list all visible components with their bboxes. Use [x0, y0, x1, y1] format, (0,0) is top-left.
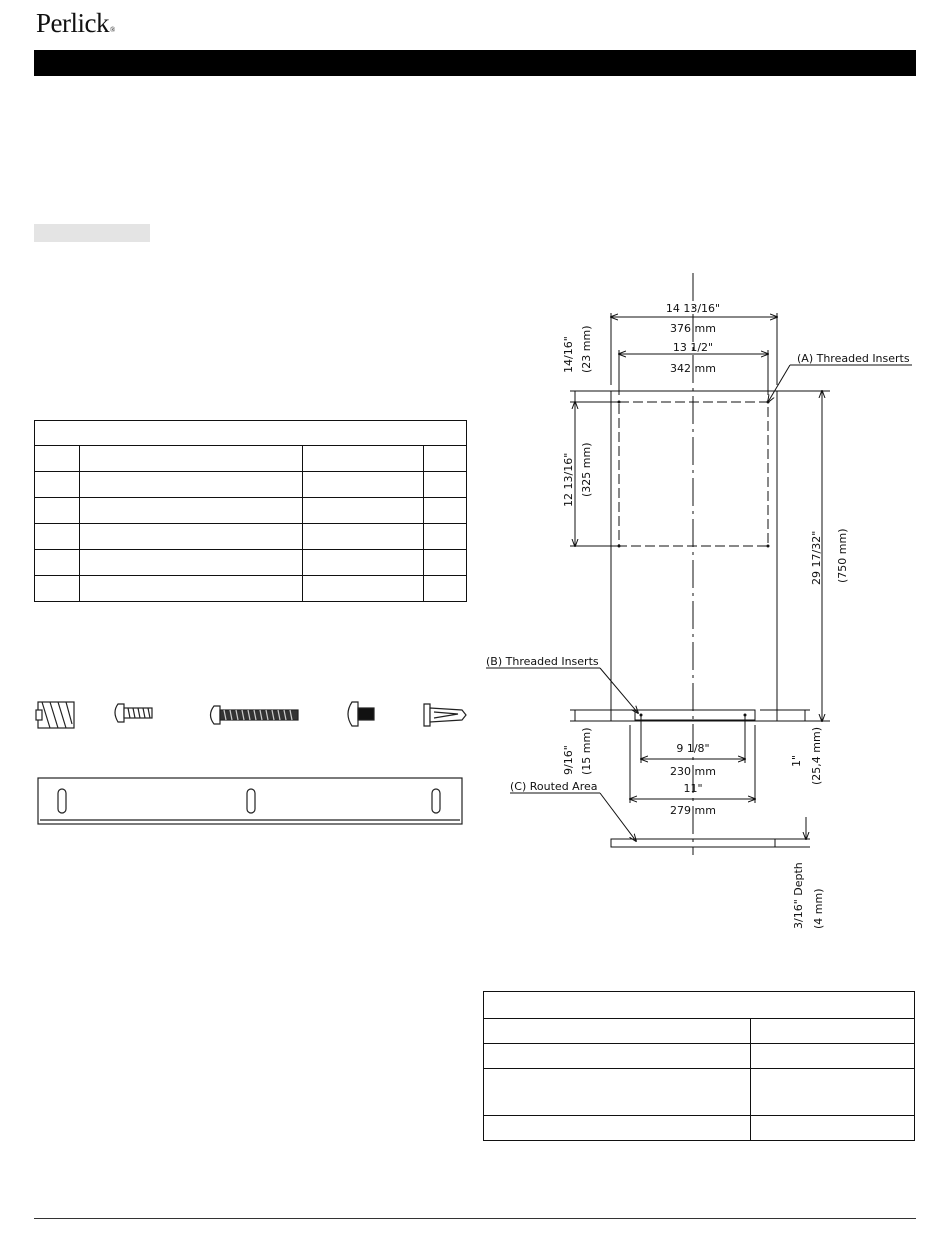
parts-table-title-cell — [35, 421, 467, 446]
section-tab — [34, 224, 150, 242]
table-cell — [484, 1019, 751, 1044]
table-cell — [424, 446, 467, 472]
spec-table-header-row — [484, 992, 915, 1019]
table-cell — [303, 446, 424, 472]
technical-drawing — [480, 265, 930, 945]
table-cell — [35, 524, 80, 550]
table-row — [35, 498, 467, 524]
spec-table — [483, 991, 915, 1141]
top-width-mm: 376 mm — [670, 322, 716, 335]
top-offset-mm: (23 mm) — [580, 325, 593, 373]
table-cell — [303, 524, 424, 550]
table-row — [484, 1019, 915, 1044]
table-cell — [303, 472, 424, 498]
perlick-logo — [36, 8, 115, 39]
slot-spacing-mm: 230 mm — [670, 765, 716, 778]
inner-width-mm: 342 mm — [670, 362, 716, 375]
push-rivet-icon — [424, 704, 466, 726]
overall-height-mm: (750 mm) — [836, 528, 849, 583]
table-cell — [303, 498, 424, 524]
table-cell — [751, 1116, 915, 1141]
table-cell — [751, 1019, 915, 1044]
routed-height-mm: (25,4 mm) — [810, 726, 823, 785]
routed-width-mm: 279 mm — [670, 804, 716, 817]
table-cell — [35, 576, 80, 602]
spec-table-title-cell — [484, 992, 915, 1019]
table-cell — [424, 576, 467, 602]
parts-table-header-row — [35, 421, 467, 446]
routed-depth-inches: 3/16" Depth — [792, 862, 805, 929]
table-cell — [80, 524, 303, 550]
table-cell — [424, 472, 467, 498]
table-row — [484, 1116, 915, 1141]
routed-height-inches: 1" — [790, 754, 803, 767]
spring-clip-icon — [36, 702, 74, 728]
table-row — [35, 524, 467, 550]
table-cell — [424, 524, 467, 550]
footer-rule — [34, 1218, 916, 1219]
overall-height-inches: 29 17/32" — [810, 530, 823, 585]
table-cell — [80, 446, 303, 472]
table-cell — [35, 472, 80, 498]
table-cell — [751, 1069, 915, 1116]
trademark-mark: ® — [109, 26, 115, 34]
hardware-illustrations — [30, 690, 475, 835]
table-row — [484, 1044, 915, 1069]
table-cell — [424, 498, 467, 524]
table-cell — [80, 498, 303, 524]
table-cell — [303, 550, 424, 576]
short-screw-icon — [115, 704, 152, 722]
header-bar — [34, 50, 916, 76]
long-screw-icon — [211, 706, 299, 724]
logo-text: Perlick — [36, 8, 109, 38]
callout-a-label: (A) Threaded Inserts — [797, 352, 910, 365]
machine-bolt-icon — [348, 702, 374, 726]
table-cell — [35, 446, 80, 472]
table-cell — [80, 472, 303, 498]
table-cell — [303, 576, 424, 602]
table-row — [484, 1069, 915, 1116]
table-cell — [484, 1069, 751, 1116]
table-cell — [80, 576, 303, 602]
routed-slot-outline — [635, 710, 755, 720]
insert-spacing-mm: (325 mm) — [580, 442, 593, 497]
routed-width-inches: 11" — [683, 782, 703, 795]
inner-width-inches: 13 1/2" — [672, 341, 714, 354]
table-row — [35, 472, 467, 498]
callout-c-label: (C) Routed Area — [510, 780, 598, 793]
routed-depth-mm: (4 mm) — [812, 888, 825, 929]
callout-b-label: (B) Threaded Inserts — [486, 655, 599, 668]
table-cell — [80, 550, 303, 576]
insert-spacing-inches: 12 13/16" — [562, 452, 575, 507]
table-row — [35, 550, 467, 576]
table-cell — [751, 1044, 915, 1069]
table-row — [35, 446, 467, 472]
table-cell — [484, 1044, 751, 1069]
top-offset-inches: 14/16" — [562, 336, 575, 373]
bottom-offset-inches: 9/16" — [562, 745, 575, 775]
parts-table — [34, 420, 467, 602]
table-cell — [484, 1116, 751, 1141]
table-cell — [35, 498, 80, 524]
mounting-bracket-icon — [38, 778, 462, 824]
panel-outline — [611, 391, 777, 721]
slot-spacing-inches: 9 1/8" — [676, 742, 710, 755]
table-cell — [35, 550, 80, 576]
bottom-offset-mm: (15 mm) — [580, 727, 593, 775]
table-cell — [424, 550, 467, 576]
top-width-inches: 14 13/16" — [665, 302, 721, 315]
table-row — [35, 576, 467, 602]
